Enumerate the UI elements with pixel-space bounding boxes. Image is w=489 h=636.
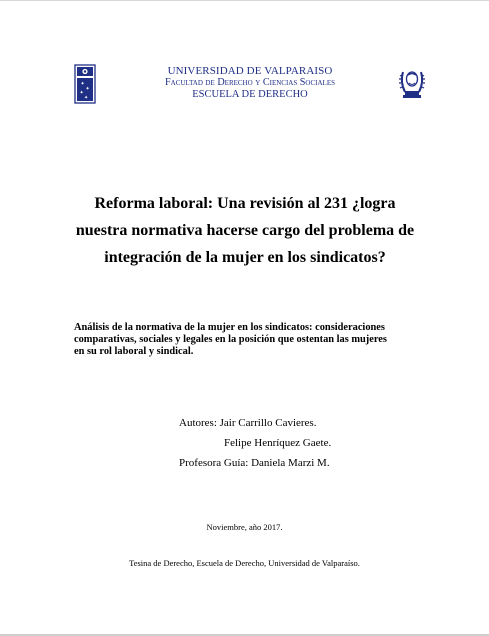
page-top-edge: [0, 0, 489, 1]
svg-text:✦: ✦: [85, 86, 90, 92]
second-author-line: Felipe Henríquez Gaete.: [224, 437, 332, 449]
advisor-line: Profesora Guía: Daniela Marzi M.: [179, 457, 330, 469]
university-shield-icon: [74, 64, 96, 104]
title-line-1: Reforma laboral: Una revisión al 231 ¿logra: [94, 195, 396, 212]
subtitle-abstract: [74, 322, 424, 358]
abstract-line-1: Análisis de la normativa de la mujer en los sindicatos: consideraciones: [74, 322, 385, 333]
svg-text:✦: ✦: [80, 81, 85, 87]
svg-text:✦: ✦: [79, 90, 84, 96]
abstract-line-2: comparativas, sociales y legales en la posición que ostentan las mujeres: [74, 334, 387, 345]
school-name: ESCUELA DE DERECHO: [192, 89, 308, 100]
faculty-seal-icon: [397, 64, 427, 100]
university-header: [110, 65, 390, 101]
document-date: Noviembre, año 2017.: [206, 522, 283, 532]
title-line-3: integración de la mujer en los sindicatos?: [104, 249, 386, 266]
faculty-name: Facultad de Derecho y Ciencias Sociales: [164, 77, 335, 88]
document-title: [70, 190, 420, 271]
title-line-2: nuestra normativa hacerse cargo del problema de: [75, 222, 415, 239]
abstract-line-3: en su rol laboral y sindical.: [74, 346, 194, 357]
authors-line: Autores: Jair Carrillo Cavieres.: [179, 417, 317, 429]
svg-text:✦: ✦: [84, 95, 89, 101]
document-footer: Tesina de Derecho, Escuela de Derecho, Universidad de Valparaíso.: [129, 558, 360, 568]
university-name: UNIVERSIDAD DE VALPARAISO: [167, 65, 333, 77]
